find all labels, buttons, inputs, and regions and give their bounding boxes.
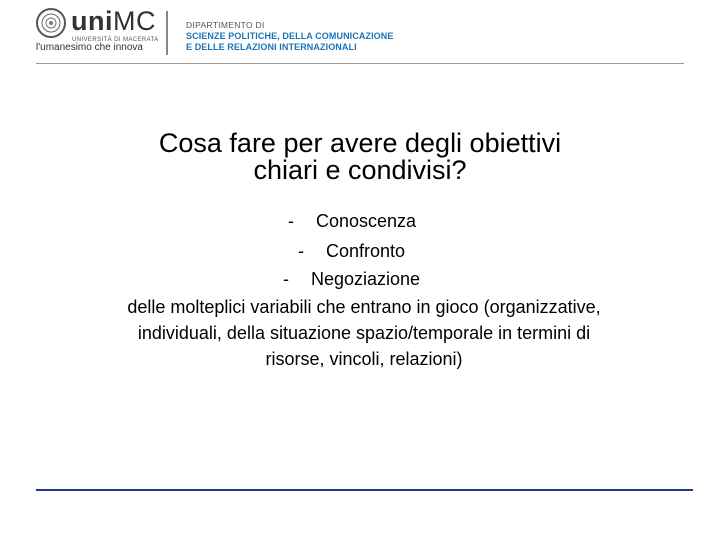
university-name: UNIVERSITÀ DI MACERATA [72,37,159,43]
header-rule [36,63,684,64]
university-logo: uniMC [71,6,156,36]
department-name-line2: E DELLE RELAZIONI INTERNAZIONALI [186,42,357,52]
bullet-item: - Confronto [298,241,406,261]
bullet-item: - Conoscenza [288,211,417,231]
header-divider [166,11,168,55]
university-seal-icon [36,8,66,38]
header [0,0,720,66]
slide-title [60,130,660,184]
department-label: DIPARTIMENTO DI [186,20,265,30]
slide-title-line1: Cosa fare per avere degli obiettivi [158,128,562,158]
department-name-line1: SCIENZE POLITICHE, DELLA COMUNICAZIONE [186,31,394,41]
bullet-item: - Negoziazione [283,269,421,289]
slide-body-text: delle molteplici variabili che entrano in gioco (organizzative, individuali, della situazione spazio/temporale in termini di risorse, vincoli, relazioni) [127,297,601,369]
slide-title-line2: chiari e condivisi? [253,155,467,185]
footer-rule [36,489,693,491]
tagline: l'umanesimo che innova [36,42,143,53]
